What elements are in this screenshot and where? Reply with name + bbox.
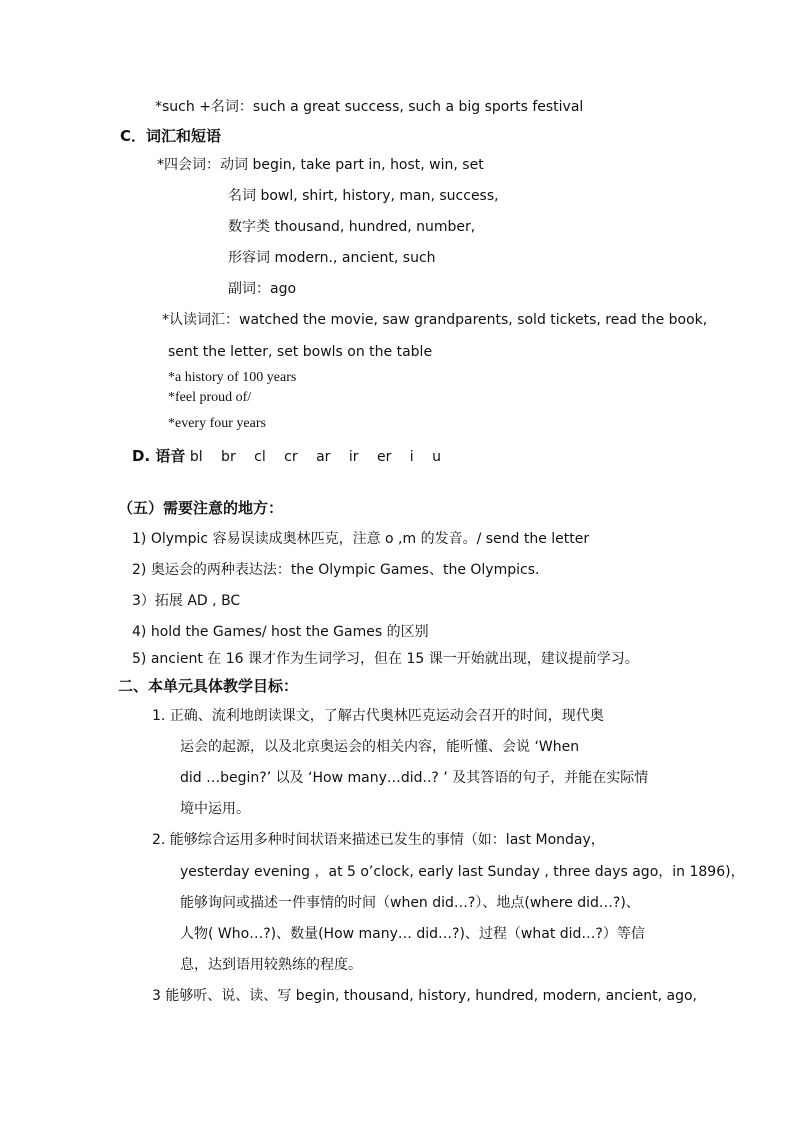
- section-d-line: [132, 446, 441, 467]
- goal-2-line-2: yesterday evening ，at 5 o’clock, early last Sunday , three days ago，in 1896)，: [180, 864, 745, 880]
- recognize-vocab-line-2: sent the letter, set bowls on the table: [168, 344, 433, 360]
- goal-2-line-4: 人物( Who…?)、数量(How many… did…?)、过程（what did…?）等信: [180, 926, 645, 942]
- section-c-heading: C．词汇和短语: [120, 127, 222, 145]
- goal-1-line-4: 境中运用。: [180, 801, 250, 817]
- note-item-3: 3）拓展 AD , BC: [132, 593, 241, 609]
- goal-1-line-3: did …begin?’ 以及 ‘How many…did..? ’ 及其答语的句子，并能在实际情: [180, 770, 649, 786]
- vocab-adverbs-line: 副词：ago: [228, 281, 297, 297]
- goal-2-line-3: 能够询问或描述一件事情的时间（when did…?）、地点(where did…?)、: [180, 895, 640, 911]
- goals-heading: 二、本单元具体教学目标：: [118, 677, 299, 695]
- note-item-1: 1) Olympic 容易误读成奥林匹克，注意 o ,m 的发音。/ send the letter: [132, 531, 590, 547]
- note-item-4: 4) hold the Games/ host the Games 的区别: [132, 624, 429, 640]
- phrase-proud: *feel proud of/: [168, 390, 252, 405]
- note-item-5: 5) ancient 在 16 课才作为生词学习，但在 15 课一开始就出现，建议提前学习。: [132, 651, 639, 667]
- vocab-verbs-line: *四会词：动词 begin, take part in, host, win, set: [157, 157, 484, 173]
- phonics-sounds: bl br cl cr ar ir er i u: [189, 449, 442, 465]
- notes-heading: （五）需要注意的地方：: [118, 499, 284, 517]
- vocab-nouns-line: 名词 bowl, shirt, history, man, success,: [228, 188, 499, 204]
- such-usage-line: *such +名词：such a great success, such a big sports festival: [155, 99, 584, 115]
- goal-3-line-1: 3 能够听、说、读、写 begin, thousand, history, hundred, modern, ancient, ago,: [152, 988, 697, 1004]
- recognize-vocab-line: *认读词汇：watched the movie, saw grandparents, sold tickets, read the book,: [162, 312, 708, 328]
- goal-2-line-1: 2. 能够综合运用多种时间状语来描述已发生的事情（如：last Monday，: [152, 832, 605, 848]
- phrase-every-four-years: *every four years: [168, 416, 266, 431]
- vocab-numbers-line: 数字类 thousand, hundred, number,: [228, 219, 476, 235]
- vocab-adjectives-line: 形容词 modern., ancient, such: [228, 250, 436, 266]
- note-item-2: 2) 奥运会的两种表达法：the Olympic Games、the Olympics.: [132, 562, 540, 578]
- goal-1-line-1: 1. 正确、流利地朗读课文，了解古代奥林匹克运动会召开的时间，现代奥: [152, 708, 604, 724]
- goal-1-line-2: 运会的起源，以及北京奥运会的相关内容，能听懂、会说 ‘When: [180, 739, 580, 755]
- section-d-heading: D. 语音: [132, 447, 186, 465]
- phrase-history: *a history of 100 years: [168, 370, 297, 385]
- goal-2-line-5: 息，达到语用较熟练的程度。: [180, 957, 362, 973]
